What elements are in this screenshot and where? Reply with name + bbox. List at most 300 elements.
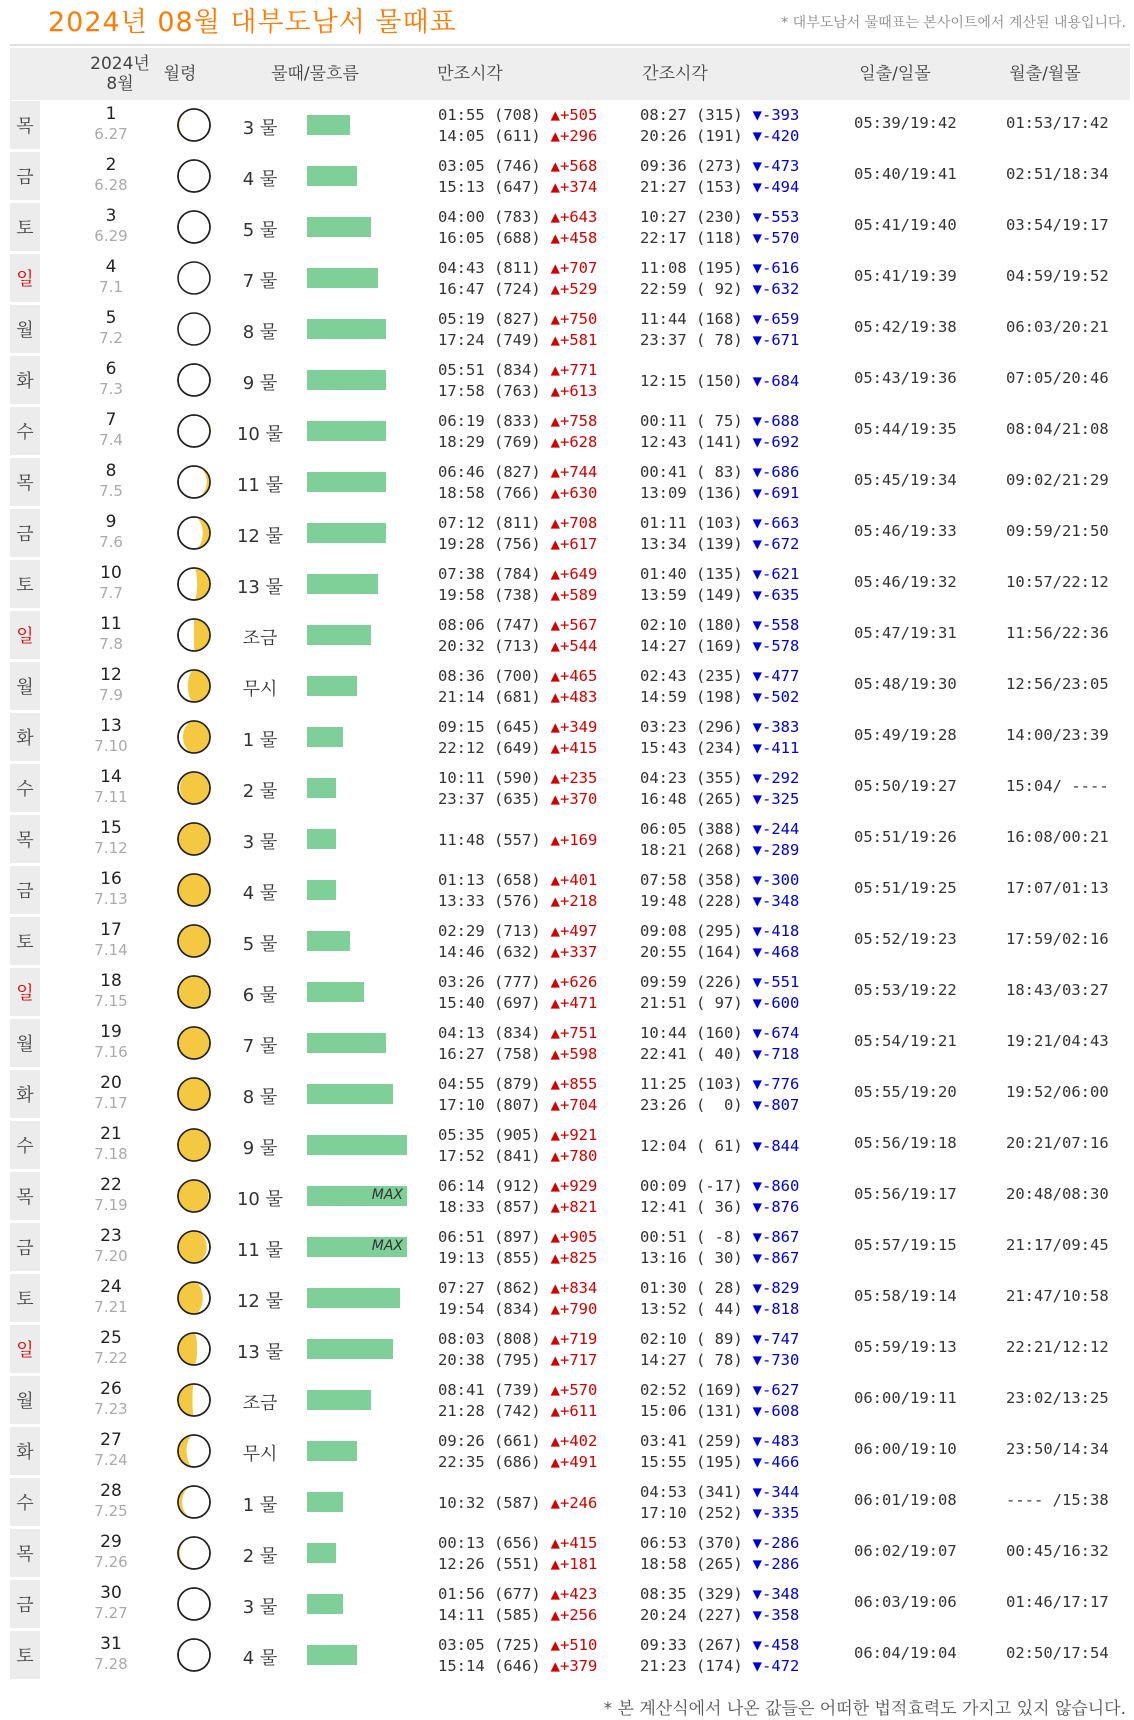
low-tide-cell [640,1583,799,1625]
tide-time: 16:05 (688) [438,228,541,247]
tide-diff: -627 [762,1380,800,1399]
mul-label: 5 물 [242,220,278,241]
day-number: 16 [100,869,122,889]
flow-bar [307,1033,386,1053]
tide-entry [640,1247,799,1268]
sunrise-sunset: 05:54/19:21 [854,1032,957,1050]
arrow-up-icon: ▲ [550,381,560,400]
tide-time: 06:51 (897) [438,1227,541,1246]
moon-lit-area [178,1333,197,1365]
flow-bar [307,166,357,186]
tide-diff: +589 [560,585,598,604]
lunar-date: 7.4 [99,431,123,449]
arrow-down-icon: ▼ [752,789,762,808]
low-tide-cell [640,1379,799,1421]
tide-fall [753,1504,800,1522]
high-tide-cell [438,1532,597,1574]
tide-time: 17:10 (252) [640,1503,743,1522]
tide-entry [640,329,799,350]
moon-phase-icon [177,414,211,448]
tide-rise [551,1381,598,1399]
tide-fall [753,994,800,1012]
arrow-up-icon: ▲ [550,564,560,583]
tide-entry [438,737,597,758]
tide-time: 12:41 ( 36) [640,1197,743,1216]
tide-time: 21:51 ( 97) [640,993,743,1012]
day-number: 20 [100,1073,122,1093]
tide-diff: +598 [560,1044,598,1063]
weekday: 수 [10,407,40,455]
high-tide-cell [438,1175,597,1217]
tide-diff: +719 [560,1329,598,1348]
arrow-down-icon: ▼ [752,636,762,655]
arrow-up-icon: ▲ [550,891,560,910]
sunrise-sunset: 06:03/19:06 [854,1593,957,1611]
tide-fall [753,1300,800,1318]
tide-fall [753,331,800,349]
tide-diff: +296 [560,126,598,145]
table-row [10,1375,1130,1426]
tide-diff: -348 [762,891,800,910]
arrow-down-icon: ▼ [752,921,762,940]
low-tide-cell [640,1022,799,1064]
lunar-date: 7.3 [99,380,123,398]
low-tide-cell [640,920,799,962]
day-number: 5 [105,308,117,328]
tide-diff: -829 [762,1278,800,1297]
lunar-date: 7.15 [94,992,128,1010]
low-tide-cell [640,869,799,911]
moon-lit-area [178,1384,194,1416]
high-tide-cell [438,614,597,656]
tide-entry [640,767,799,788]
moon-phase [177,1230,211,1264]
tide-entry [438,1328,597,1349]
tide-diff: -286 [762,1554,800,1573]
tide-fall [753,820,800,838]
flow-bar [307,1594,343,1614]
arrow-up-icon: ▲ [550,126,560,145]
tide-rise [551,259,598,277]
tide-diff: -468 [762,942,800,961]
tide-entry [438,1583,597,1604]
tide-entry [640,206,799,227]
flow-bar [307,268,378,288]
tide-fall [753,739,800,757]
tide-rise [551,1636,598,1654]
tide-rise [551,1177,598,1195]
tide-entry [640,1451,799,1472]
tide-entry [640,1532,799,1553]
tide-diff: -578 [762,636,800,655]
tide-diff: -671 [762,330,800,349]
lunar-date: 7.25 [94,1502,128,1520]
lunar-date: 7.1 [99,278,123,296]
page-title: 2024년 08월 대부도남서 물때표 [48,7,457,38]
tide-time: 08:35 (329) [640,1584,743,1603]
day-number: 24 [100,1277,122,1297]
arrow-down-icon: ▼ [752,1248,762,1267]
tide-fall [753,310,800,328]
tide-rise [551,1228,598,1246]
low-tide-cell [640,1430,799,1472]
tide-rise [551,1555,598,1573]
tide-time: 05:51 (834) [438,360,541,379]
arrow-up-icon: ▲ [550,1125,560,1144]
tide-entry [438,329,597,350]
moon-phase-icon [177,1434,211,1468]
tide-diff: +708 [560,513,598,532]
tide-fall [753,1198,800,1216]
flow-bar [307,1237,407,1257]
sunrise-sunset: 05:51/19:25 [854,879,957,897]
moonrise-moonset: 08:04/21:08 [1006,420,1109,438]
tide-entry [640,155,799,176]
tide-diff: -477 [762,666,800,685]
tide-fall [753,178,800,196]
arrow-up-icon: ▲ [550,789,560,808]
tide-fall [753,841,800,859]
tide-entry [438,431,597,452]
flow-bar [307,472,386,492]
tide-fall [753,1381,800,1399]
moon-phase [177,1026,211,1060]
tide-diff: +611 [560,1401,598,1420]
weekday: 월 [10,1019,40,1067]
tide-diff: +750 [560,309,598,328]
table-row [10,406,1130,457]
tide-time: 14:59 (198) [640,687,743,706]
table-row [10,1069,1130,1120]
tide-diff: +929 [560,1176,598,1195]
moonrise-moonset: 23:02/13:25 [1006,1389,1109,1407]
low-tide-cell [640,563,799,605]
tide-time: 22:59 ( 92) [640,279,743,298]
flow-bar [307,625,371,645]
tide-diff: +649 [560,564,598,583]
tide-diff: -844 [762,1136,800,1155]
tide-diff: +921 [560,1125,598,1144]
moon-lit-area [188,670,210,702]
tide-time: 18:29 (769) [438,432,541,451]
tide-time: 10:27 (230) [640,207,743,226]
tide-rise [551,331,598,349]
weekday: 월 [10,305,40,353]
tide-rise [551,1096,598,1114]
tide-rise [551,973,598,991]
tide-entry [438,1400,597,1421]
tide-diff: +491 [560,1452,598,1471]
tide-entry [438,1492,597,1513]
weekday: 목 [10,101,40,149]
max-label: MAX [371,1238,403,1254]
flow-bar [307,319,386,339]
tide-entry [438,1379,597,1400]
arrow-up-icon: ▲ [550,483,560,502]
tide-entry [640,1043,799,1064]
arrow-down-icon: ▼ [752,1278,762,1297]
moon-phase-icon [177,1026,211,1060]
tide-entry [438,1022,597,1043]
flow-bar [307,115,350,135]
tide-entry [438,1349,597,1370]
moon-phase [177,1383,211,1417]
moon-phase [177,618,211,652]
moonrise-moonset: 14:00/23:39 [1006,726,1109,744]
tide-diff: +379 [560,1656,598,1675]
tide-fall [753,259,800,277]
mul-label: 4 물 [242,1648,278,1669]
tide-diff: -600 [762,993,800,1012]
tide-diff: -672 [762,534,800,553]
moonrise-moonset: 04:59/19:52 [1006,267,1109,285]
tide-time: 20:32 (713) [438,636,541,655]
day-number: 28 [100,1481,122,1501]
arrow-up-icon: ▲ [550,207,560,226]
moon-phase-icon [177,1281,211,1315]
tide-time: 01:56 (677) [438,1584,541,1603]
tide-time: 13:52 ( 44) [640,1299,743,1318]
weekday: 수 [10,1478,40,1526]
tide-time: 03:05 (725) [438,1635,541,1654]
arrow-up-icon: ▲ [550,942,560,961]
weekday: 토 [10,917,40,965]
sunrise-sunset: 05:57/19:15 [854,1236,957,1254]
tide-time: 13:16 ( 30) [640,1248,743,1267]
tide-time: 16:47 (724) [438,279,541,298]
tide-diff: +717 [560,1350,598,1369]
tide-diff: -325 [762,789,800,808]
tide-entry [640,941,799,962]
arrow-down-icon: ▼ [752,891,762,910]
tide-time: 13:33 (576) [438,891,541,910]
tide-fall [753,871,800,889]
flow-bar [307,1186,407,1206]
moonrise-moonset: 09:02/21:29 [1006,471,1109,489]
tide-entry [640,1502,799,1523]
tide-entry [640,482,799,503]
tide-time: 10:32 (587) [438,1493,541,1512]
table-row [10,355,1130,406]
sunrise-sunset: 05:39/19:42 [854,114,957,132]
flow-bar [307,676,357,696]
tide-rise [551,1432,598,1450]
tide-diff: -420 [762,126,800,145]
weekday: 일 [10,968,40,1016]
tide-fall [753,1279,800,1297]
tide-rise [551,1453,598,1471]
moon-phase [177,159,211,193]
tide-fall [753,1483,800,1501]
tide-rise [551,616,598,634]
tide-rise [551,1126,598,1144]
table-header [10,48,1130,100]
sunrise-sunset: 05:46/19:33 [854,522,957,540]
mul-label: 7 물 [242,271,278,292]
tide-fall [753,688,800,706]
tide-diff: -383 [762,717,800,736]
moonrise-moonset: 15:04/ ---- [1006,777,1109,795]
tide-fall [753,637,800,655]
high-tide-cell [438,920,597,962]
tide-diff: -393 [762,105,800,124]
tide-entry [438,716,597,737]
tide-diff: -876 [762,1197,800,1216]
tide-diff: +415 [560,738,598,757]
tide-entry [640,1583,799,1604]
tide-entry [438,584,597,605]
tide-time: 02:43 (235) [640,666,743,685]
weekday: 목 [10,1529,40,1577]
tide-entry [640,1277,799,1298]
moonrise-moonset: 02:51/18:34 [1006,165,1109,183]
moonrise-moonset: 12:56/23:05 [1006,675,1109,693]
tide-diff: +704 [560,1095,598,1114]
weekday: 금 [10,1223,40,1271]
arrow-up-icon: ▲ [550,1431,560,1450]
arrow-up-icon: ▲ [550,105,560,124]
tide-diff: -818 [762,1299,800,1318]
tide-time: 14:27 ( 78) [640,1350,743,1369]
tide-fall [753,1555,800,1573]
arrow-down-icon: ▼ [752,432,762,451]
tide-rise [551,1606,598,1624]
tide-diff: -570 [762,228,800,247]
tide-entry [640,818,799,839]
high-tide-cell [438,410,597,452]
arrow-down-icon: ▼ [752,819,762,838]
tide-entry [640,1655,799,1676]
sunrise-sunset: 05:53/19:22 [854,981,957,999]
flow-bar [307,217,371,237]
tide-fall [753,433,800,451]
tide-rise [551,565,598,583]
tide-time: 09:26 (661) [438,1431,541,1450]
tide-time: 18:58 (265) [640,1554,743,1573]
header-moonrise: 월출/월몰 [1009,64,1081,84]
mul-label: 3 물 [242,118,278,139]
arrow-down-icon: ▼ [752,1452,762,1471]
table-row [10,1120,1130,1171]
high-tide-cell [438,155,597,197]
tide-entry [640,1226,799,1247]
tide-time: 14:11 (585) [438,1605,541,1624]
tide-entry [438,1430,597,1451]
arrow-up-icon: ▲ [550,1278,560,1297]
lunar-date: 7.28 [94,1655,128,1673]
tide-entry [438,1451,597,1472]
tide-entry [438,971,597,992]
moon-phase [177,567,211,601]
tide-rise [551,922,598,940]
sunrise-sunset: 05:56/19:18 [854,1134,957,1152]
tide-fall [753,106,800,124]
tide-rise [551,769,598,787]
tide-fall [753,157,800,175]
tide-time: 06:05 (388) [640,819,743,838]
tide-diff: -335 [762,1503,800,1522]
low-tide-cell [640,1175,799,1217]
tide-time: 03:23 (296) [640,717,743,736]
day-number: 4 [105,257,117,277]
arrow-down-icon: ▼ [752,156,762,175]
tide-time: 15:14 (646) [438,1656,541,1675]
moonrise-moonset: 01:46/17:17 [1006,1593,1109,1611]
tide-rise [551,1494,598,1512]
arrow-down-icon: ▼ [752,105,762,124]
table-row [10,253,1130,304]
tide-time: 16:27 (758) [438,1044,541,1063]
tide-rise [551,310,598,328]
tide-diff: +471 [560,993,598,1012]
tide-entry [438,614,597,635]
tide-diff: +834 [560,1278,598,1297]
tide-rise [551,280,598,298]
day-number: 12 [100,665,122,685]
tide-entry [640,665,799,686]
moon-phase [177,1536,211,1570]
moonrise-moonset: 07:05/20:46 [1006,369,1109,387]
tide-time: 15:55 (195) [640,1452,743,1471]
arrow-up-icon: ▲ [550,1584,560,1603]
table-row [10,1273,1130,1324]
arrow-down-icon: ▼ [752,738,762,757]
tide-entry [640,1604,799,1625]
tide-time: 19:13 (855) [438,1248,541,1267]
tide-entry [640,1175,799,1196]
tide-time: 08:41 (739) [438,1380,541,1399]
moonrise-moonset: 03:54/19:17 [1006,216,1109,234]
tide-rise [551,229,598,247]
arrow-up-icon: ▲ [550,666,560,685]
tide-entry [640,1298,799,1319]
tide-time: 04:13 (834) [438,1023,541,1042]
tide-fall [753,1432,800,1450]
tide-rise [551,106,598,124]
tide-entry [640,839,799,860]
tide-time: 08:06 (747) [438,615,541,634]
tide-time: 19:48 (228) [640,891,743,910]
lunar-date: 7.11 [94,788,128,806]
arrow-up-icon: ▲ [550,830,560,849]
arrow-down-icon: ▼ [752,1635,762,1654]
table-row [10,457,1130,508]
sunrise-sunset: 05:47/19:31 [854,624,957,642]
tide-entry [438,1145,597,1166]
high-tide-cell [438,1226,597,1268]
tide-entry [438,1226,597,1247]
tide-entry [438,1277,597,1298]
tide-entry [438,992,597,1013]
moonrise-moonset: 21:47/10:58 [1006,1287,1109,1305]
arrow-down-icon: ▼ [752,462,762,481]
tide-diff: +374 [560,177,598,196]
tide-entry [640,788,799,809]
tide-time: 00:41 ( 83) [640,462,743,481]
tide-fall [753,1657,800,1675]
moon-phase-icon [177,363,211,397]
tide-time: 23:37 ( 78) [640,330,743,349]
arrow-down-icon: ▼ [752,483,762,502]
arrow-up-icon: ▲ [550,1493,560,1512]
mul-label: 4 물 [242,883,278,904]
low-tide-cell [640,308,799,350]
arrow-up-icon: ▲ [550,462,560,481]
tide-diff: -418 [762,921,800,940]
flow-bar [307,523,386,543]
tide-entry [438,1247,597,1268]
tide-diff: +465 [560,666,598,685]
